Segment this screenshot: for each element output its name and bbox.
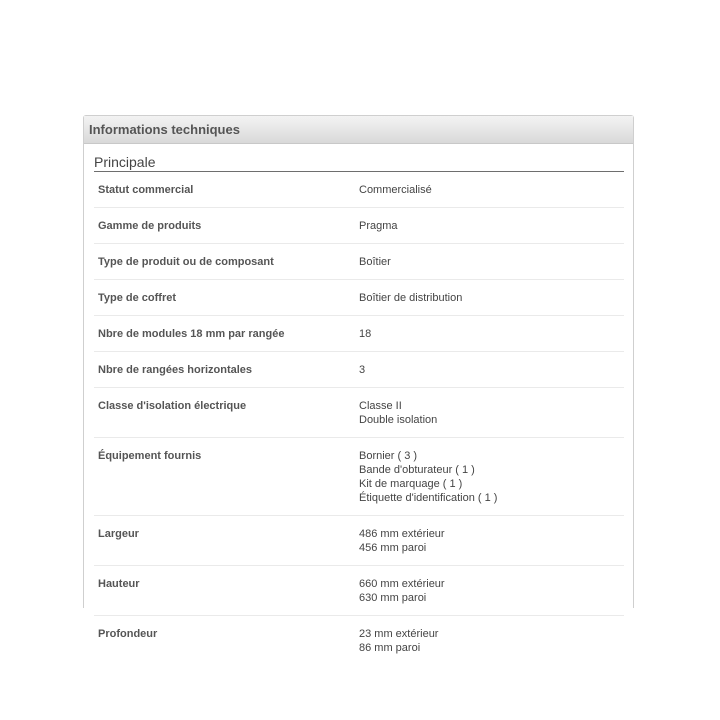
spec-row: [94, 244, 624, 280]
spec-row: [94, 388, 624, 438]
spec-row: [94, 438, 624, 516]
spec-row: [94, 208, 624, 244]
spec-label: Type de produit ou de composant: [98, 256, 274, 268]
technical-info-panel: [83, 115, 634, 654]
spec-values: [359, 363, 624, 377]
spec-value: Bornier ( 3 ): [359, 450, 418, 462]
spec-value: Kit de marquage ( 1 ): [359, 478, 463, 490]
spec-label: Hauteur: [98, 578, 140, 590]
spec-row: [94, 352, 624, 388]
spec-values: [359, 627, 624, 655]
spec-label: Largeur: [98, 528, 139, 540]
spec-value: 86 mm paroi: [359, 642, 421, 654]
spec-label: Équipement fournis: [98, 450, 202, 462]
spec-label: Classe d'isolation électrique: [98, 400, 247, 412]
spec-value: 630 mm paroi: [359, 592, 427, 604]
spec-values: [359, 219, 624, 233]
spec-label: Statut commercial: [98, 184, 194, 196]
spec-row: [94, 316, 624, 352]
spec-value: Boîtier: [359, 256, 391, 268]
spec-value: Boîtier de distribution: [359, 292, 463, 304]
spec-value: Pragma: [359, 220, 398, 232]
spec-row: [94, 616, 624, 665]
spec-row: [94, 280, 624, 316]
spec-value: Classe II: [359, 400, 402, 412]
spec-value: 486 mm extérieur: [359, 528, 445, 540]
spec-row: [94, 172, 624, 208]
spec-row: [94, 516, 624, 566]
spec-values: [359, 527, 624, 555]
spec-value: 456 mm paroi: [359, 542, 427, 554]
spec-value: 18: [359, 328, 372, 340]
spec-value: 23 mm extérieur: [359, 628, 439, 640]
spec-label: Profondeur: [98, 628, 158, 640]
spec-value: Étiquette d'identification ( 1 ): [359, 492, 498, 504]
spec-value: Commercialisé: [359, 184, 432, 196]
spec-label: Gamme de produits: [98, 220, 202, 232]
panel-header: [84, 116, 633, 144]
spec-values: [359, 399, 624, 427]
spec-label: Nbre de modules 18 mm par rangée: [98, 328, 285, 340]
spec-label: Nbre de rangées horizontales: [98, 364, 253, 376]
spec-values: [359, 577, 624, 605]
spec-value: 660 mm extérieur: [359, 578, 445, 590]
spec-value: Bande d'obturateur ( 1 ): [359, 464, 475, 476]
spec-values: [359, 291, 624, 305]
spec-values: [359, 255, 624, 269]
spec-row: [94, 566, 624, 616]
section-title: Principale: [94, 154, 624, 172]
spec-table: [94, 172, 624, 665]
panel-title: Informations techniques: [89, 122, 240, 137]
spec-label: Type de coffret: [98, 292, 177, 304]
spec-values: [359, 183, 624, 197]
spec-value: 3: [359, 364, 366, 376]
spec-values: [359, 449, 624, 505]
spec-value: Double isolation: [359, 414, 438, 426]
spec-values: [359, 327, 624, 341]
